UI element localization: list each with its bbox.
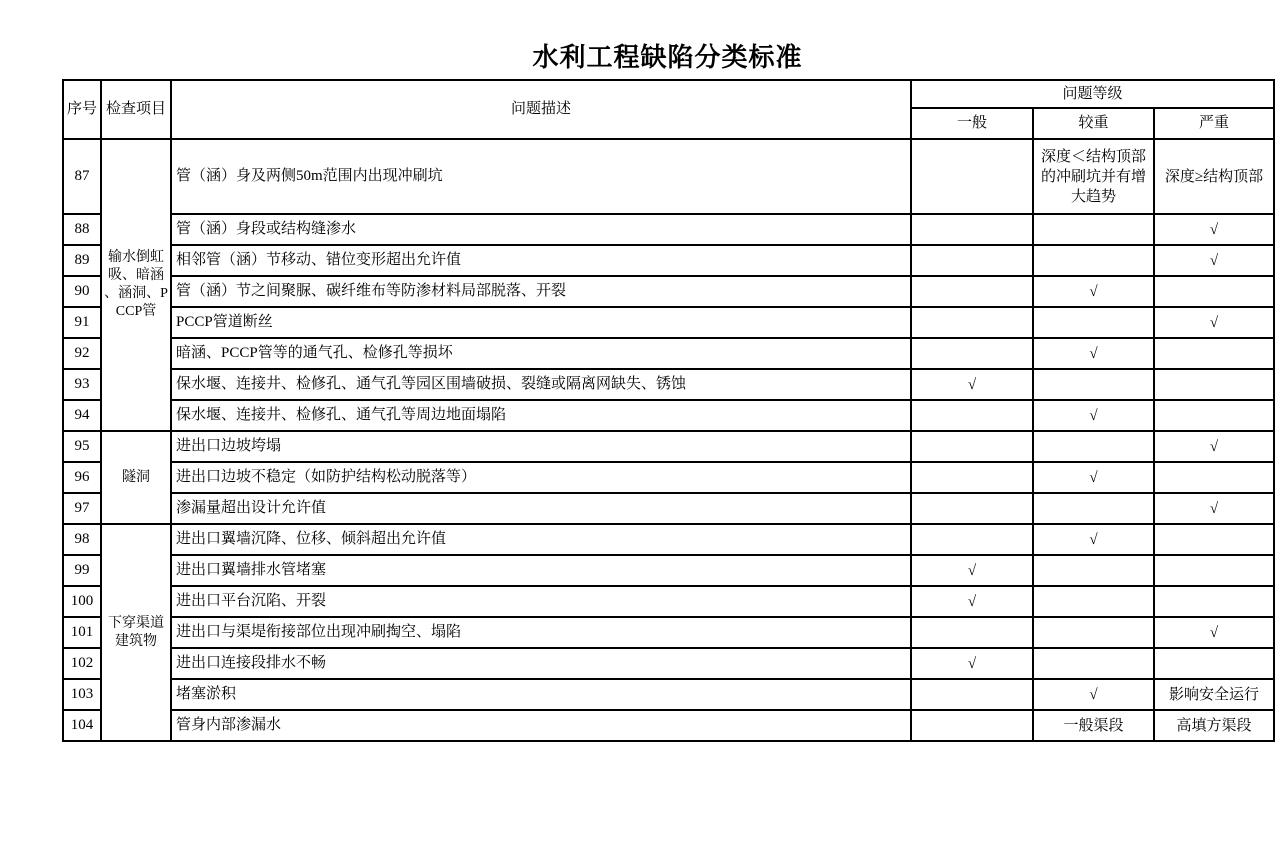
row-serial-number: 94 [63, 400, 101, 431]
row-serial-number: 104 [63, 710, 101, 741]
level-general-cell [911, 338, 1033, 369]
row-serial-number: 92 [63, 338, 101, 369]
table-row [63, 369, 1274, 400]
level-general-cell [911, 307, 1033, 338]
problem-description-cell: 进出口翼墙沉降、位移、倾斜超出允许值 [171, 524, 911, 555]
level-general-cell [911, 524, 1033, 555]
level-general-cell: √ [911, 555, 1033, 586]
problem-description-cell: 管（涵）身及两侧50m范围内出现冲刷坑 [171, 139, 911, 214]
level-moderate-cell [1033, 648, 1154, 679]
table-row [63, 462, 1274, 493]
problem-description-cell: 进出口边坡不稳定（如防护结构松动脱落等） [171, 462, 911, 493]
level-severe-cell: √ [1154, 245, 1274, 276]
table-body [63, 139, 1274, 741]
level-moderate-cell: 一般渠段 [1033, 710, 1154, 741]
table-row [63, 524, 1274, 555]
problem-description-cell: 管（涵）身段或结构缝渗水 [171, 214, 911, 245]
row-serial-number: 101 [63, 617, 101, 648]
header-level-moderate: 较重 [1033, 108, 1154, 139]
level-severe-cell: √ [1154, 431, 1274, 462]
defect-classification-table [62, 79, 1275, 742]
level-severe-cell [1154, 462, 1274, 493]
table-row [63, 338, 1274, 369]
problem-description-cell: 进出口连接段排水不畅 [171, 648, 911, 679]
table-row [63, 648, 1274, 679]
level-moderate-cell [1033, 617, 1154, 648]
table-row [63, 139, 1274, 214]
row-serial-number: 91 [63, 307, 101, 338]
problem-description-cell: 进出口翼墙排水管堵塞 [171, 555, 911, 586]
table-row [63, 307, 1274, 338]
level-general-cell [911, 245, 1033, 276]
problem-description-cell: 进出口平台沉陷、开裂 [171, 586, 911, 617]
level-severe-cell: √ [1154, 214, 1274, 245]
level-moderate-cell [1033, 586, 1154, 617]
level-severe-cell [1154, 338, 1274, 369]
level-general-cell [911, 710, 1033, 741]
problem-description-cell: 保水堰、连接井、检修孔、通气孔等园区围墙破损、裂缝或隔离网缺失、锈蚀 [171, 369, 911, 400]
inspection-item-cell: 下穿渠道建筑物 [101, 524, 171, 741]
level-general-cell: √ [911, 369, 1033, 400]
level-severe-cell: 深度≥结构顶部 [1154, 139, 1274, 214]
row-serial-number: 93 [63, 369, 101, 400]
header-level-general: 一般 [911, 108, 1033, 139]
level-severe-cell: √ [1154, 617, 1274, 648]
table-row [63, 679, 1274, 710]
table-row [63, 245, 1274, 276]
level-general-cell [911, 462, 1033, 493]
row-serial-number: 96 [63, 462, 101, 493]
table-header [63, 80, 1274, 139]
level-general-cell [911, 214, 1033, 245]
table-row [63, 400, 1274, 431]
level-general-cell [911, 431, 1033, 462]
table-row [63, 710, 1274, 741]
row-serial-number: 87 [63, 139, 101, 214]
problem-description-cell: 管身内部渗漏水 [171, 710, 911, 741]
row-serial-number: 90 [63, 276, 101, 307]
header-inspection-item: 检查项目 [101, 80, 171, 139]
page-title: 水利工程缺陷分类标准 [532, 42, 803, 72]
table-row [63, 431, 1274, 462]
level-general-cell [911, 493, 1033, 524]
problem-description-cell: 暗涵、PCCP管等的通气孔、检修孔等损坏 [171, 338, 911, 369]
level-severe-cell [1154, 586, 1274, 617]
level-general-cell [911, 139, 1033, 214]
level-moderate-cell: 深度＜结构顶部的冲刷坑并有增大趋势 [1033, 139, 1154, 214]
level-moderate-cell [1033, 493, 1154, 524]
level-general-cell [911, 276, 1033, 307]
row-serial-number: 95 [63, 431, 101, 462]
header-row-1 [63, 80, 1274, 108]
level-moderate-cell: √ [1033, 276, 1154, 307]
row-serial-number: 102 [63, 648, 101, 679]
problem-description-cell: 进出口边坡垮塌 [171, 431, 911, 462]
header-problem-level-group: 问题等级 [911, 80, 1274, 108]
problem-description-cell: 进出口与渠堤衔接部位出现冲刷掏空、塌陷 [171, 617, 911, 648]
level-general-cell: √ [911, 586, 1033, 617]
level-moderate-cell: √ [1033, 338, 1154, 369]
level-severe-cell [1154, 648, 1274, 679]
table-row [63, 214, 1274, 245]
level-general-cell [911, 617, 1033, 648]
level-severe-cell [1154, 369, 1274, 400]
level-severe-cell [1154, 400, 1274, 431]
level-moderate-cell [1033, 369, 1154, 400]
header-level-severe: 严重 [1154, 108, 1274, 139]
problem-description-cell: PCCP管道断丝 [171, 307, 911, 338]
level-moderate-cell: √ [1033, 400, 1154, 431]
row-serial-number: 88 [63, 214, 101, 245]
level-severe-cell [1154, 276, 1274, 307]
level-moderate-cell: √ [1033, 679, 1154, 710]
row-serial-number: 97 [63, 493, 101, 524]
row-serial-number: 100 [63, 586, 101, 617]
problem-description-cell: 相邻管（涵）节移动、错位变形超出允许值 [171, 245, 911, 276]
row-serial-number: 103 [63, 679, 101, 710]
document-page [62, 42, 1273, 742]
level-severe-cell [1154, 524, 1274, 555]
level-moderate-cell: √ [1033, 524, 1154, 555]
level-general-cell [911, 679, 1033, 710]
inspection-item-cell: 隧洞 [101, 431, 171, 524]
level-severe-cell [1154, 555, 1274, 586]
level-severe-cell: √ [1154, 307, 1274, 338]
level-general-cell: √ [911, 648, 1033, 679]
problem-description-cell: 保水堰、连接井、检修孔、通气孔等周边地面塌陷 [171, 400, 911, 431]
level-moderate-cell [1033, 555, 1154, 586]
problem-description-cell: 堵塞淤积 [171, 679, 911, 710]
level-moderate-cell [1033, 307, 1154, 338]
header-problem-description: 问题描述 [171, 80, 911, 139]
table-row [63, 586, 1274, 617]
level-moderate-cell [1033, 214, 1154, 245]
row-serial-number: 98 [63, 524, 101, 555]
problem-description-cell: 管（涵）节之间聚脲、碳纤维布等防渗材料局部脱落、开裂 [171, 276, 911, 307]
header-serial-number: 序号 [63, 80, 101, 139]
level-severe-cell: 高填方渠段 [1154, 710, 1274, 741]
level-moderate-cell: √ [1033, 462, 1154, 493]
inspection-item-cell: 输水倒虹吸、暗涵、涵洞、PCCP管 [101, 139, 171, 431]
level-general-cell [911, 400, 1033, 431]
row-serial-number: 99 [63, 555, 101, 586]
level-moderate-cell [1033, 245, 1154, 276]
level-severe-cell: √ [1154, 493, 1274, 524]
row-serial-number: 89 [63, 245, 101, 276]
level-severe-cell: 影响安全运行 [1154, 679, 1274, 710]
problem-description-cell: 渗漏量超出设计允许值 [171, 493, 911, 524]
table-row [63, 493, 1274, 524]
table-row [63, 617, 1274, 648]
table-row [63, 555, 1274, 586]
table-row [63, 276, 1274, 307]
level-moderate-cell [1033, 431, 1154, 462]
